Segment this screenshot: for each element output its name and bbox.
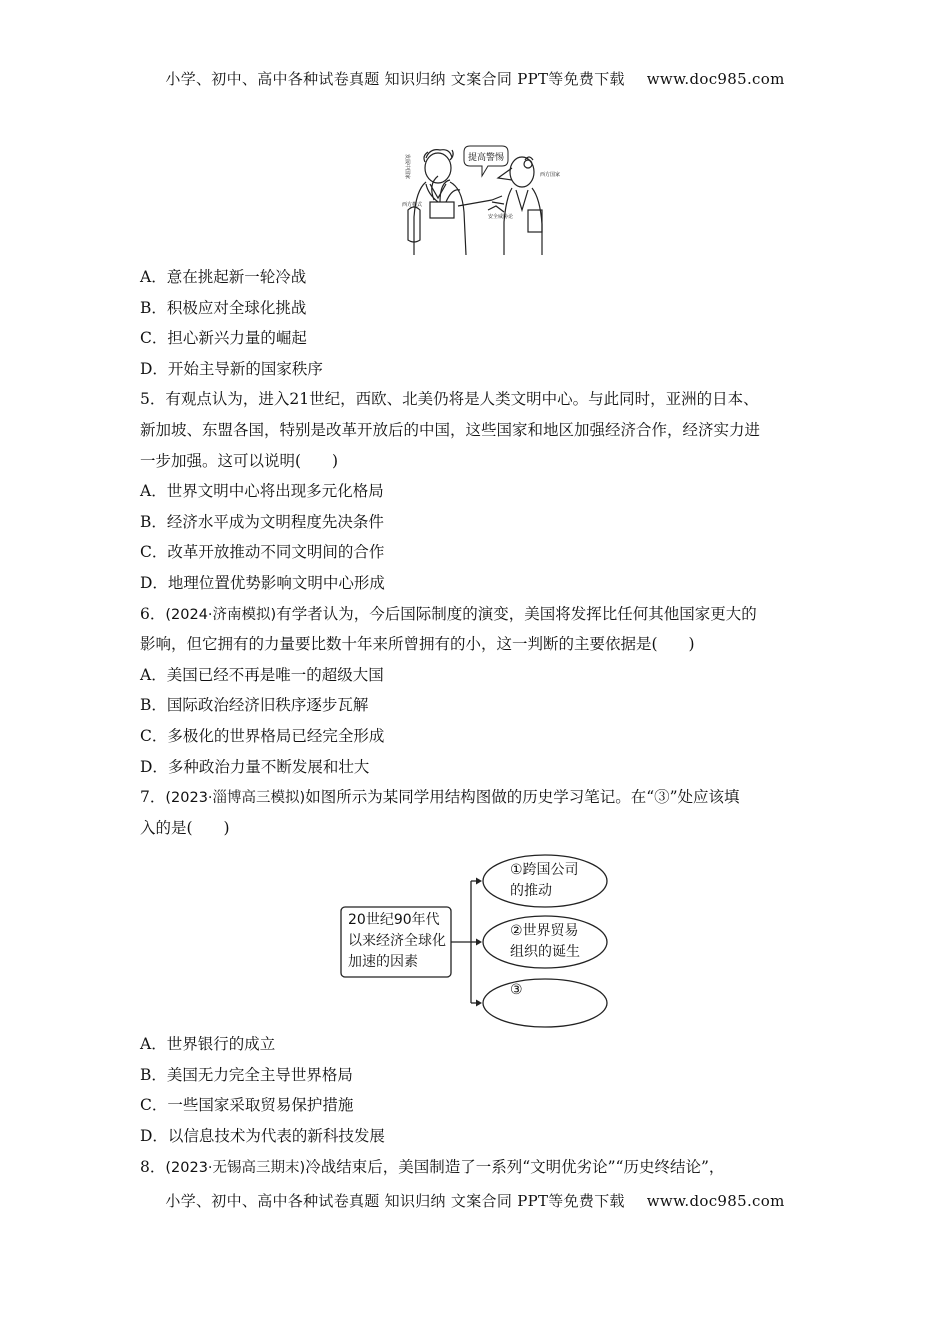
q7-option-c: C．一些国家采取贸易保护措施 — [140, 1096, 354, 1115]
q6-stem-rest: 有学者认为，今后国际制度的演变，美国将发挥比任何其他国家更大的 — [276, 604, 757, 623]
diagram-branch-1-text — [510, 860, 579, 902]
q8-stem-rest: 冷战结束后，美国制造了一系列“文明优劣论”“历史终结论”， — [305, 1157, 725, 1176]
footer-text: 小学、初中、高中各种试卷真题 知识归纳 文案合同 PPT等免费下载 — [165, 1192, 625, 1210]
q7-option-b: B．美国无力完全主导世界格局 — [140, 1065, 353, 1084]
diagram-branch-1-line2: 的推动 — [510, 883, 552, 900]
diagram-center-line2: 以来经济全球化 — [348, 933, 446, 950]
structure-diagram — [140, 851, 812, 1029]
diagram-branch-2-line2: 组织的诞生 — [510, 944, 580, 961]
header-text: 小学、初中、高中各种试卷真题 知识归纳 文案合同 PPT等免费下载 — [165, 70, 625, 88]
cartoon-label-right2: 安全威胁论 — [488, 214, 514, 220]
q6-number: 6． — [140, 604, 166, 623]
q5-stem-line1: 5．有观点认为，进入21世纪，西欧、北美仍将是人类文明中心。与此同时，亚洲的日本、 — [140, 390, 759, 409]
cartoon-label-left: 发展中国家 — [404, 154, 410, 180]
q5-stem-line3: 一步加强。这可以说明( ) — [140, 451, 339, 470]
q6-option-a: A．美国已经不再是唯一的超级大国 — [140, 665, 384, 684]
q5-option-b: B．经济水平成为文明程度先决条件 — [140, 512, 384, 531]
q7-number: 7． — [140, 788, 166, 807]
q6-option-c: C．多极化的世界格局已经完全形成 — [140, 726, 385, 745]
q7-stem-rest: 如图所示为某同学用结构图做的历史学习笔记。在“③”处应该填 — [305, 788, 740, 807]
diagram-connector — [451, 881, 471, 1003]
q6-option-b: B．国际政治经济旧秩序逐步瓦解 — [140, 696, 369, 715]
diagram-center-text — [348, 910, 446, 973]
q4-option-a: A．意在挑起新一轮冷战 — [140, 268, 307, 286]
q7-stem-line1 — [140, 782, 812, 813]
q6-stem-line1 — [140, 599, 812, 630]
diagram-branch-1-line1: ①跨国公司 — [510, 862, 579, 879]
q5-option-d: D．地理位置优势影响文明中心形成 — [140, 573, 385, 592]
q5-option-a: A．世界文明中心将出现多元化格局 — [140, 482, 384, 501]
page-header — [0, 68, 950, 89]
q4-option-c: C．担心新兴力量的崛起 — [140, 329, 307, 348]
q8-source: (2023·无锡高三期末) — [165, 1159, 306, 1176]
q8-stem-line1 — [140, 1152, 812, 1183]
q6-option-d: D．多种政治力量不断发展和壮大 — [140, 757, 370, 776]
q4-option-b: B．积极应对全球化挑战 — [140, 298, 307, 317]
q6-stem-line2: 影响，但它拥有的力量要比数十年来所曾拥有的小，这一判断的主要依据是( ) — [140, 635, 695, 654]
diagram-branch-3 — [483, 979, 607, 1027]
q8-number: 8． — [140, 1157, 166, 1176]
cartoon-speech: 提高警惕 — [467, 153, 505, 163]
q7-stem-line2: 入的是( ) — [140, 818, 230, 837]
q6-source: (2024·济南模拟) — [165, 606, 277, 623]
cartoon-illustration — [400, 140, 561, 255]
header-url[interactable]: www.doc985.com — [646, 70, 785, 88]
cartoon-label-left2: 西方模式 — [402, 202, 423, 208]
diagram-branch-2-text — [510, 921, 580, 963]
q7-source: (2023·淄博高三模拟) — [165, 790, 306, 807]
diagram-center-line3: 加速的因素 — [348, 954, 418, 971]
q7-option-a: A．世界银行的成立 — [140, 1035, 276, 1054]
diagram-svg — [140, 851, 812, 1029]
diagram-branch-2-line1: ②世界贸易 — [510, 923, 579, 940]
q5-option-c: C．改革开放推动不同文明间的合作 — [140, 543, 385, 562]
cartoon-label-right: 西方国家 — [540, 172, 561, 178]
q4-option-d: D．开始主导新的国家秩序 — [140, 359, 323, 378]
q7-option-d: D．以信息技术为代表的新科技发展 — [140, 1127, 385, 1146]
q5-stem-line2: 新加坡、东盟各国，特别是改革开放后的中国，这些国家和地区加强经济合作，经济实力进 — [140, 420, 761, 439]
page-footer — [0, 1190, 950, 1211]
footer-url[interactable]: www.doc985.com — [646, 1192, 785, 1210]
diagram-center-line1: 20世纪90年代 — [348, 912, 440, 929]
diagram-branch-3-text: ③ — [510, 982, 523, 999]
question-content — [140, 262, 812, 1182]
